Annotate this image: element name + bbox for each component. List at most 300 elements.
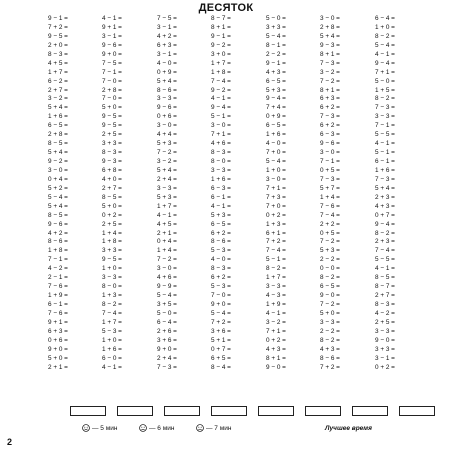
exercise: 5 − 3 = (211, 283, 231, 291)
exercise: 1 + 7 = (211, 59, 231, 67)
exercise: 5 − 3 = (102, 327, 122, 335)
exercise: 5 + 3 = (320, 247, 340, 255)
exercise: 1 + 6 = (266, 131, 286, 139)
exercise: 1 + 0 = (102, 265, 122, 273)
exercise: 1 + 4 = (320, 193, 340, 201)
exercise: 4 − 1 = (211, 95, 231, 103)
exercise: 1 + 4 = (157, 247, 177, 255)
exercise: 7 − 3 = (320, 113, 340, 121)
exercise: 7 − 6 = (320, 202, 340, 210)
exercise: 8 − 2 = (102, 301, 122, 308)
exercise: 9 + 0 = (157, 345, 177, 353)
exercise: 6 − 4 = (375, 15, 395, 22)
exercise: 1 + 8 = (102, 238, 122, 246)
exercise: 8 − 2 = (375, 95, 395, 103)
exercise: 4 − 1 = (375, 265, 395, 273)
exercise: 7 − 6 = (48, 309, 68, 317)
time-legend (82, 423, 442, 435)
exercise: 9 − 3 = (320, 41, 340, 49)
exercise: 7 − 5 = (102, 59, 122, 67)
exercise: 3 + 6 = (211, 327, 231, 335)
exercise: 9 − 5 = (102, 256, 122, 264)
exercise: 9 − 0 = (375, 336, 395, 344)
exercise: 6 − 4 = (157, 318, 177, 326)
exercise: 3 − 3 = (211, 166, 231, 174)
exercise: 7 − 4 = (320, 211, 340, 219)
exercise: 7 − 2 = (320, 238, 340, 246)
exercise: 8 − 6 = (157, 86, 177, 94)
exercise: 8 − 2 = (375, 229, 395, 237)
exercise: 4 − 3 = (266, 292, 286, 300)
exercise: 9 − 5 = (48, 32, 68, 40)
exercise: 2 + 3 = (375, 193, 395, 201)
exercise: 4 − 1 = (157, 211, 177, 219)
exercise: 4 + 6 = (211, 140, 231, 148)
exercise: 3 + 5 = (157, 301, 177, 308)
sad-face-icon (196, 424, 204, 432)
exercise: 1 + 0 = (375, 23, 395, 31)
exercise: 8 − 6 = (48, 238, 68, 246)
exercise: 3 − 0 = (48, 166, 68, 174)
exercise: 7 − 1 = (320, 158, 340, 165)
exercise: 1 + 0 = (102, 336, 122, 344)
exercise: 9 − 4 = (375, 59, 395, 67)
exercise: 8 − 7 = (211, 15, 231, 22)
time-answer-box[interactable] (352, 406, 388, 416)
exercise: 5 + 4 = (157, 77, 177, 85)
exercise: 7 + 0 = (266, 149, 286, 157)
exercise: 9 − 0 = (266, 363, 286, 371)
exercise: 9 − 1 = (48, 15, 68, 22)
exercise: 6 + 3 = (48, 327, 68, 335)
exercise: 8 − 5 = (102, 193, 122, 201)
exercise: 5 − 1 = (211, 113, 231, 121)
exercise: 8 − 0 = (102, 283, 122, 291)
exercise: 1 + 0 = (266, 166, 286, 174)
exercise: 9 + 0 = (102, 50, 122, 58)
exercise: 7 + 2 = (320, 363, 340, 371)
exercise: 9 − 3 = (102, 158, 122, 165)
exercise: 0 + 5 = (320, 229, 340, 237)
exercise: 2 + 3 = (375, 238, 395, 246)
exercise: 5 + 0 = (48, 354, 68, 362)
exercise: 6 + 8 = (102, 166, 122, 174)
exercise: 2 + 8 = (320, 23, 340, 31)
exercise: 2 + 7 = (48, 86, 68, 94)
exercise: 1 + 5 = (375, 86, 395, 94)
exercise: 2 + 7 = (102, 184, 122, 192)
exercise: 1 + 7 = (102, 318, 122, 326)
exercise: 3 + 3 = (102, 247, 122, 255)
exercise: 3 − 3 = (102, 274, 122, 282)
exercise: 5 − 1 = (375, 149, 395, 157)
exercise: 4 + 6 = (157, 274, 177, 282)
exercise: 3 − 3 = (375, 327, 395, 335)
exercise: 6 + 2 = (320, 104, 340, 112)
exercise: 9 + 0 = (48, 345, 68, 353)
exercise: 4 − 1 = (102, 363, 122, 371)
exercise: 9 − 4 = (266, 95, 286, 103)
exercise: 3 − 1 = (157, 50, 177, 58)
exercise: 0 + 6 = (157, 113, 177, 121)
exercise: 8 − 3 = (102, 149, 122, 157)
exercise: 8 − 0 = (211, 158, 231, 165)
exercise: 5 + 1 = (211, 336, 231, 344)
exercise: 5 − 5 = (375, 256, 395, 264)
exercise: 7 + 1 = (266, 184, 286, 192)
exercise: 8 − 2 = (320, 274, 340, 282)
exercise: 0 + 2 = (102, 211, 122, 219)
exercise: 6 − 2 = (48, 77, 68, 85)
exercise: 9 − 4 = (375, 220, 395, 228)
exercise: 8 + 1 = (266, 354, 286, 362)
exercise: 1 + 9 = (48, 292, 68, 300)
exercise: 0 + 7 = (375, 211, 395, 219)
exercise: 7 − 0 = (211, 292, 231, 300)
exercise: 1 + 9 = (266, 301, 286, 308)
exercise: 3 − 0 = (211, 122, 231, 130)
exercise: 5 + 3 = (157, 193, 177, 201)
page-number: 2 (7, 437, 13, 447)
legend-neutral-label: — 6 мин (149, 425, 175, 432)
exercise-column (211, 15, 259, 409)
exercise: 3 − 0 = (157, 122, 177, 130)
exercise: 2 + 7 = (375, 292, 395, 300)
exercise: 5 + 3 = (266, 86, 286, 94)
exercise: 2 + 5 = (102, 220, 122, 228)
exercise: 4 + 0 = (102, 175, 122, 183)
exercise: 3 − 3 = (157, 95, 177, 103)
exercise: 2 + 4 = (157, 354, 177, 362)
exercise: 7 − 0 = (102, 77, 122, 85)
exercise: 9 − 1 = (266, 59, 286, 67)
exercise: 0 + 9 = (266, 113, 286, 121)
exercise: 0 + 6 = (48, 336, 68, 344)
exercise: 8 − 2 = (375, 32, 395, 40)
exercise: 2 + 8 = (102, 86, 122, 94)
answer-boxes (70, 406, 445, 419)
exercise: 3 + 3 = (102, 140, 122, 148)
exercise: 1 + 7 = (266, 274, 286, 282)
exercise: 2 − 2 = (320, 327, 340, 335)
exercise-column (157, 15, 205, 409)
legend-sad (196, 423, 231, 435)
exercise: 0 + 4 = (157, 238, 177, 246)
exercise: 5 + 4 = (320, 32, 340, 40)
exercise: 9 − 6 = (157, 104, 177, 112)
exercise: 3 − 3 = (266, 283, 286, 291)
exercise: 5 − 1 = (266, 256, 286, 264)
exercise: 4 + 3 = (375, 202, 395, 210)
exercise: 7 − 2 = (157, 149, 177, 157)
exercise: 1 + 4 = (102, 229, 122, 237)
exercise: 5 + 0 = (320, 309, 340, 317)
exercise: 6 + 2 = (211, 229, 231, 237)
exercise: 4 + 3 = (320, 345, 340, 353)
exercise: 5 + 3 = (211, 211, 231, 219)
exercise: 6 − 5 = (211, 220, 231, 228)
exercise: 6 + 3 = (157, 41, 177, 49)
exercise: 5 + 4 = (375, 184, 395, 192)
exercise: 4 − 0 = (266, 140, 286, 148)
exercise: 8 − 5 = (48, 211, 68, 219)
exercise: 3 − 0 = (320, 15, 340, 22)
exercise: 0 − 0 = (320, 265, 340, 273)
exercise: 6 − 1 = (48, 301, 68, 308)
exercise: 8 − 3 = (375, 301, 395, 308)
exercise: 3 − 1 = (375, 354, 395, 362)
exercise: 9 + 0 = (211, 301, 231, 308)
exercise: 6 − 3 = (211, 184, 231, 192)
exercise: 6 + 5 = (211, 354, 231, 362)
time-answer-box[interactable] (164, 406, 200, 416)
exercise: 3 − 2 = (320, 68, 340, 76)
exercise: 7 + 1 = (211, 131, 231, 139)
exercise: 6 + 2 = (320, 122, 340, 130)
exercise: 5 − 4 = (157, 292, 177, 300)
exercise: 2 + 1 = (48, 363, 68, 371)
exercise: 1 + 3 = (266, 220, 286, 228)
exercise: 1 + 6 = (375, 166, 395, 174)
exercise: 1 + 8 = (211, 68, 231, 76)
exercise: 5 + 4 = (48, 149, 68, 157)
exercise: 2 − 2 = (266, 50, 286, 58)
exercise: 1 + 3 = (102, 292, 122, 300)
time-answer-box[interactable] (258, 406, 294, 416)
exercise: 9 − 1 = (211, 32, 231, 40)
exercise: 2 + 5 = (102, 131, 122, 139)
exercise: 0 + 5 = (320, 166, 340, 174)
exercise-column (320, 15, 368, 409)
exercise: 3 − 2 = (157, 158, 177, 165)
exercise: 7 − 3 = (320, 175, 340, 183)
exercise: 9 − 6 = (48, 220, 68, 228)
legend-happy (82, 423, 117, 435)
exercise: 7 − 1 = (375, 122, 395, 130)
exercise: 7 − 2 = (320, 301, 340, 308)
exercise: 7 − 1 = (48, 256, 68, 264)
exercise: 9 + 1 = (48, 318, 68, 326)
exercise: 6 + 1 = (266, 229, 286, 237)
exercise-column (375, 15, 423, 409)
exercise: 7 + 2 = (48, 23, 68, 31)
exercise: 7 + 2 = (266, 238, 286, 246)
exercise-column (102, 15, 150, 409)
exercise: 7 + 0 = (266, 202, 286, 210)
exercise: 5 − 0 = (375, 77, 395, 85)
exercise: 7 − 2 = (320, 77, 340, 85)
exercise: 5 − 5 = (375, 131, 395, 139)
exercise: 3 − 0 = (320, 149, 340, 157)
exercise-column (266, 15, 314, 409)
exercise-column (48, 15, 96, 409)
exercise: 9 − 0 = (320, 292, 340, 300)
exercise: 1 + 6 = (211, 175, 231, 183)
exercise: 5 − 4 = (375, 41, 395, 49)
exercise: 6 − 5 = (266, 122, 286, 130)
exercise: 8 − 5 = (375, 274, 395, 282)
exercise: 6 − 0 = (102, 354, 122, 362)
exercise: 5 + 3 = (157, 140, 177, 148)
exercise: 7 − 3 = (375, 175, 395, 183)
exercise: 8 + 1 = (320, 86, 340, 94)
exercise: 5 − 4 = (266, 32, 286, 40)
exercise: 5 + 4 = (157, 166, 177, 174)
exercise: 1 + 7 = (48, 68, 68, 76)
exercise: 4 + 4 = (157, 131, 177, 139)
exercise: 6 − 5 = (320, 283, 340, 291)
exercise: 8 + 1 = (320, 50, 340, 58)
exercise: 4 − 1 = (266, 309, 286, 317)
exercise: 7 + 2 = (211, 318, 231, 326)
exercise: 7 − 3 = (157, 363, 177, 371)
exercise: 5 + 4 = (48, 104, 68, 112)
exercise: 4 − 0 = (157, 59, 177, 67)
exercise: 4 + 5 = (48, 59, 68, 67)
exercise: 3 − 3 = (375, 113, 395, 121)
exercise: 6 + 2 = (211, 274, 231, 282)
exercise: 3 − 3 = (320, 318, 340, 326)
exercise: 2 − 2 = (320, 256, 340, 264)
exercise: 7 − 4 = (266, 247, 286, 255)
exercise: 4 − 1 = (211, 202, 231, 210)
exercise: 3 − 0 = (266, 175, 286, 183)
exercise: 1 + 6 = (102, 345, 122, 353)
exercise: 7 + 1 = (375, 68, 395, 76)
exercise: 8 − 5 = (48, 140, 68, 148)
exercise: 3 + 0 = (211, 50, 231, 58)
exercise: 1 + 7 = (157, 202, 177, 210)
exercise: 0 + 2 = (375, 363, 395, 371)
exercise: 7 − 3 = (320, 59, 340, 67)
exercise: 4 − 1 = (102, 15, 122, 22)
exercise: 7 + 3 = (266, 193, 286, 201)
exercise: 8 − 3 = (211, 149, 231, 157)
exercise: 4 − 2 = (48, 265, 68, 273)
exercise: 2 + 1 = (157, 229, 177, 237)
exercise: 5 + 4 = (48, 202, 68, 210)
time-answer-box[interactable] (211, 406, 247, 416)
exercise: 7 − 3 = (375, 104, 395, 112)
exercise: 9 − 5 = (102, 122, 122, 130)
exercise: 6 − 3 = (320, 131, 340, 139)
exercise: 2 − 1 = (48, 274, 68, 282)
exercise: 9 − 5 = (102, 113, 122, 121)
exercise: 5 − 3 = (211, 247, 231, 255)
exercise: 8 + 1 = (211, 23, 231, 31)
exercise: 4 + 5 = (157, 220, 177, 228)
exercise: 2 + 2 = (320, 220, 340, 228)
exercise: 6 − 5 = (48, 122, 68, 130)
exercise: 8 − 4 = (211, 363, 231, 371)
exercise: 5 + 7 = (320, 184, 340, 192)
exercise: 5 − 4 = (211, 309, 231, 317)
exercise: 2 + 6 = (157, 327, 177, 335)
best-time-label: Лучшее время (325, 425, 372, 432)
exercise: 4 − 0 = (211, 256, 231, 264)
exercise: 8 − 6 = (320, 354, 340, 362)
exercise: 9 − 4 = (211, 104, 231, 112)
exercise: 2 + 8 = (48, 131, 68, 139)
exercise: 5 + 2 = (48, 184, 68, 192)
exercise: 3 + 6 = (157, 336, 177, 344)
time-answer-box[interactable] (399, 406, 435, 416)
exercise: 8 − 3 = (211, 265, 231, 273)
exercise: 4 + 3 = (266, 345, 286, 353)
exercise: 2 + 0 = (48, 41, 68, 49)
exercise: 7 − 6 = (48, 283, 68, 291)
exercise: 8 − 7 = (375, 283, 395, 291)
exercise: 1 + 8 = (48, 247, 68, 255)
exercise: 6 − 1 = (211, 193, 231, 201)
exercise: 7 + 4 = (266, 104, 286, 112)
exercise: 0 + 4 = (48, 175, 68, 183)
exercise: 5 − 4 = (48, 193, 68, 201)
exercise: 6 − 1 = (375, 158, 395, 165)
exercise: 7 − 1 = (102, 68, 122, 76)
exercise: 5 − 0 = (157, 309, 177, 317)
exercise: 4 − 2 = (375, 309, 395, 317)
exercise: 7 − 4 = (102, 309, 122, 317)
exercise: 7 − 4 = (211, 77, 231, 85)
time-answer-box[interactable] (305, 406, 341, 416)
exercise: 3 + 3 = (375, 345, 395, 353)
exercise: 2 + 4 = (157, 175, 177, 183)
legend-sad-label: — 7 мин (206, 425, 232, 432)
exercise: 3 + 3 = (266, 23, 286, 31)
exercise: 4 − 1 = (375, 140, 395, 148)
exercise: 1 + 6 = (48, 113, 68, 121)
exercise: 0 + 2 = (266, 211, 286, 219)
exercise: 9 − 2 = (48, 158, 68, 165)
exercise: 7 − 4 = (375, 247, 395, 255)
exercise: 7 − 5 = (157, 15, 177, 22)
exercise: 3 − 1 = (102, 32, 122, 40)
neutral-face-icon (139, 424, 147, 432)
exercise: 9 − 6 = (102, 41, 122, 49)
legend-neutral (139, 423, 174, 435)
exercise: 5 − 4 = (266, 158, 286, 165)
page-title: ДЕСЯТОК (198, 2, 254, 14)
exercise: 8 − 6 = (211, 238, 231, 246)
exercise: 0 + 7 = (211, 345, 231, 353)
happy-face-icon (82, 424, 90, 432)
exercise: 9 − 2 = (211, 86, 231, 94)
exercise: 0 + 9 = (157, 68, 177, 76)
legend-happy-label: — 5 мин (92, 425, 118, 432)
exercise: 8 − 2 = (266, 265, 286, 273)
exercise: 9 − 2 = (211, 41, 231, 49)
exercise: 5 + 0 = (102, 104, 122, 112)
exercise: 8 − 2 = (320, 336, 340, 344)
exercise: 5 + 0 = (102, 202, 122, 210)
time-answer-box[interactable] (70, 406, 106, 416)
exercise: 3 − 0 = (157, 265, 177, 273)
exercise: 4 + 2 = (48, 229, 68, 237)
time-answer-box[interactable] (117, 406, 153, 416)
exercise: 3 − 1 = (157, 23, 177, 31)
exercise: 0 + 2 = (266, 336, 286, 344)
exercise: 7 − 0 = (102, 95, 122, 103)
exercise: 9 − 9 = (157, 283, 177, 291)
exercise: 8 − 1 = (266, 41, 286, 49)
exercise: 9 − 6 = (320, 140, 340, 148)
exercise: 6 − 5 = (266, 77, 286, 85)
exercise: 3 − 3 = (157, 184, 177, 192)
exercise: 4 + 3 = (266, 68, 286, 76)
exercise-grid (48, 15, 433, 409)
exercise: 8 − 3 = (48, 50, 68, 58)
